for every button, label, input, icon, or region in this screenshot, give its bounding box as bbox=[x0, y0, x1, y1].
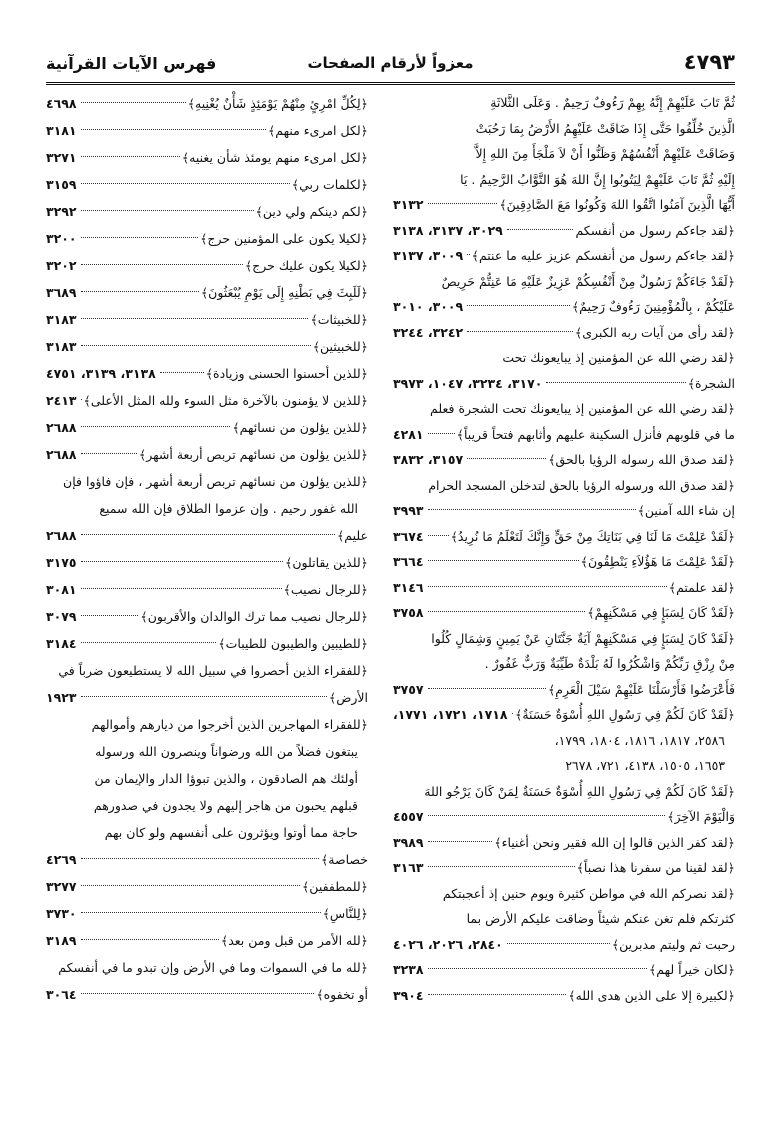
entry-text: ﴿لقد نصركم الله في مواطن كثيرة ويوم حنين إذ أعجبتكم bbox=[442, 885, 735, 901]
page-reference: ٣٧٥٨ bbox=[393, 605, 424, 620]
dot-leader bbox=[81, 939, 219, 940]
index-entry bbox=[393, 218, 735, 244]
index-column-right bbox=[393, 90, 735, 1008]
header-left-title: فهرس الآيات القرآنية bbox=[46, 54, 217, 73]
index-entry bbox=[393, 753, 735, 779]
page-reference: ٣٩٨٩ bbox=[393, 834, 424, 850]
index-entry bbox=[46, 954, 368, 981]
page-reference: ٤٢٦٩ bbox=[46, 852, 77, 867]
index-entry bbox=[46, 981, 368, 1008]
entry-text: ﴿لكلمات ربي﴾ bbox=[291, 177, 368, 192]
page-reference: ٣٢٩٢ bbox=[46, 204, 77, 219]
page-reference: ٢٦٨٨ bbox=[46, 447, 77, 462]
index-entry bbox=[393, 830, 735, 856]
entry-text: الأرض﴾ bbox=[328, 690, 368, 705]
dot-leader bbox=[428, 433, 455, 434]
index-entry bbox=[46, 333, 368, 360]
page-reference: ٣١٣٨، ٣١٣٩، ٤٧٥١ bbox=[46, 366, 156, 381]
index-entry bbox=[46, 252, 368, 279]
entry-text: ﴿لِكُلِّ امْرِئٍ مِنْهُمْ يَوْمَئِذٍ شَأْنٌ يُغْنِيهِ﴾ bbox=[187, 96, 368, 111]
entry-text: ﴿لقد علمتم﴾ bbox=[668, 579, 735, 595]
page-reference: ٣٧٥٧ bbox=[393, 681, 424, 697]
dot-leader bbox=[81, 696, 327, 697]
page-reference: ٣٢٠٢ bbox=[46, 258, 77, 273]
page-reference: ١٧١٨، ١٧٢١، ١٧٧١، bbox=[393, 707, 508, 722]
dot-leader bbox=[467, 305, 570, 306]
dot-leader bbox=[81, 858, 319, 859]
index-entry bbox=[46, 549, 368, 576]
entry-text: ﴿للذين لا يؤمنون بالآخرة مثل السوء ولله المثل الأعلى﴾ bbox=[83, 393, 368, 408]
dot-leader bbox=[428, 509, 636, 510]
index-entry bbox=[393, 575, 735, 601]
entry-text: ﴿لكل امرىء منهم﴾ bbox=[267, 123, 368, 138]
index-entry bbox=[46, 468, 368, 495]
page-reference: ٣١٣٢ bbox=[393, 197, 424, 212]
page-reference: ٣١٦٣ bbox=[393, 860, 424, 875]
page-reference: ٢٦٨٨ bbox=[46, 420, 77, 435]
entry-text: الله غفور رحيم . وإن عزموا الطلاق فإن الله سميع bbox=[99, 501, 358, 516]
entry-text: ﴿لَلَبِثَ فِي بَطْنِهِ إِلَى يَوْمِ يُبْعَثُونَ﴾ bbox=[200, 285, 368, 300]
entry-text: ﴿لكيلا يكون عليك حرج﴾ bbox=[244, 258, 368, 273]
page-reference: ٣٢٧٧ bbox=[46, 879, 77, 894]
index-column-left bbox=[46, 90, 368, 1008]
entry-text: ﴿للخبيثات﴾ bbox=[310, 312, 368, 327]
page-reference: ٤٥٥٧ bbox=[393, 809, 424, 824]
dot-leader bbox=[81, 561, 283, 562]
index-entry bbox=[393, 345, 735, 371]
index-entry bbox=[46, 738, 368, 765]
entry-text: رحبت ثم وليتم مدبرين﴾ bbox=[611, 936, 735, 952]
entry-text: ﴿لقد لقينا من سفرنا هذا نصباً﴾ bbox=[576, 860, 735, 875]
page-reference: ٣٢٣٨ bbox=[393, 962, 424, 977]
dot-leader bbox=[428, 866, 575, 867]
entry-text: كثرتكم فلم تغن عنكم شيئاً وضاقت عليكم الأرض بما bbox=[466, 911, 735, 926]
dot-leader bbox=[428, 968, 647, 969]
dot-leader bbox=[467, 331, 573, 332]
index-entry bbox=[393, 473, 735, 499]
index-entry bbox=[46, 279, 368, 306]
index-entry bbox=[46, 360, 368, 387]
dot-leader bbox=[546, 382, 685, 383]
index-entry bbox=[393, 498, 735, 524]
entry-text: ﴿لِلنَّاسِ﴾ bbox=[322, 906, 368, 921]
dot-leader bbox=[81, 426, 231, 427]
dot-leader bbox=[81, 210, 254, 211]
page-reference: ٤٢٨١ bbox=[393, 426, 424, 442]
entry-text: ﴿لقد رأى من آيات ربه الكبرى﴾ bbox=[574, 324, 735, 340]
index-entry bbox=[393, 957, 735, 983]
page-reference: ٢٦٨٨ bbox=[46, 528, 77, 543]
entry-text: ﴿للرجال نصيب مما ترك الوالدان والأقربون﴾ bbox=[140, 609, 368, 624]
entry-text: ﴿لقد جاءكم رسول من أنفسكم عزيز عليه ما عنتم﴾ bbox=[471, 248, 735, 263]
index-entry bbox=[393, 626, 735, 652]
entry-text: ﴿لكم دينكم ولي دين﴾ bbox=[255, 204, 368, 219]
page-reference: ٣٠٢٩، ٣١٣٧، ٣١٣٨ bbox=[393, 222, 503, 238]
entry-text: ﴿لكان خيراً لهم﴾ bbox=[648, 962, 735, 977]
entry-text: ﴿لقد رضي الله عن المؤمنين إذ يبايعونك تحت الشجرة فعلم bbox=[430, 401, 735, 416]
entry-text: أولئك هم الصادقون ، والذين تبوؤا الدار والإيمان من bbox=[94, 771, 358, 786]
entry-text: ﴿لَقَدْ كَانَ لَكُمْ فِي رَسُولِ اللهِ أُسْوَةٌ حَسَنَةٌ﴾ bbox=[515, 707, 735, 722]
index-entry bbox=[393, 422, 735, 448]
index-entry bbox=[46, 117, 368, 144]
index-entry bbox=[46, 819, 368, 846]
index-entry bbox=[393, 906, 735, 932]
dot-leader bbox=[81, 129, 266, 130]
entry-text: ﴿للخبيثين﴾ bbox=[312, 339, 368, 354]
page-header bbox=[46, 50, 735, 80]
page-reference: ٣١٧٠، ٣٢٣٤، ١٠٤٧، ٣٩٧٣ bbox=[393, 375, 543, 391]
dot-leader bbox=[428, 586, 667, 587]
dot-leader bbox=[81, 588, 282, 589]
entry-text: إِلَيْهِ ثُمَّ تَابَ عَلَيْهِمْ لِيَتُوبُوا إِنَّ اللهَ هُوَ التَّوَّابُ الرَّحِيمُ . يَا bbox=[460, 171, 735, 187]
dot-leader bbox=[81, 642, 217, 643]
entry-text: وَالْيَوْمَ الآخِرَ﴾ bbox=[667, 809, 735, 824]
entry-text: أو تخفوه﴾ bbox=[316, 987, 368, 1002]
entry-text: ﴿لَقَدْ عَلِمْتَ مَا لَنَا فِي بَنَاتِكَ مِنْ حَقٍّ وَإِنَّكَ لَتَعْلَمُ مَا نُرِيدُ﴾ bbox=[450, 528, 735, 544]
index-entry bbox=[393, 677, 735, 703]
entry-text: قبلهم يحبون من هاجر إليهم ولا يجدون في صدورهم bbox=[93, 798, 358, 813]
dot-leader bbox=[81, 534, 335, 535]
entry-text: ﴿لله الأمر من قبل ومن بعد﴾ bbox=[220, 933, 368, 948]
index-entry bbox=[393, 524, 735, 550]
dot-leader bbox=[428, 535, 449, 536]
header-center-title: معزواً لأرقام الصفحات bbox=[307, 54, 474, 72]
entry-text: ﴿لَقَدْ جَاءَكُمْ رَسُولٌ مِنْ أَنْفُسِكُمْ عَزِيزٌ عَلَيْهِ مَا عَنِتُّمْ حَرِيصٌ bbox=[441, 273, 735, 289]
index-entry bbox=[393, 702, 735, 728]
entry-text: ﴿للذين يؤلون من نسائهم تربص أربعة أشهر ، فإن فاؤوا فإن bbox=[63, 474, 368, 489]
index-entry bbox=[46, 873, 368, 900]
index-entry bbox=[46, 792, 368, 819]
index-entry bbox=[393, 371, 735, 397]
entry-text: ﴿للطيبين والطيبون للطيبات﴾ bbox=[218, 636, 368, 651]
index-entry bbox=[393, 549, 735, 575]
page-reference: ٣٦٦٤ bbox=[393, 554, 424, 569]
page-number: ٤٧٩٣ bbox=[683, 50, 735, 74]
index-entry bbox=[393, 855, 735, 881]
entry-text: ﴿للذين يقاتلون﴾ bbox=[285, 555, 368, 570]
index-entry bbox=[393, 396, 735, 422]
entry-text: ﴿لَقَدْ كَانَ لِسَبَإٍ فِي مَسْكَنِهِمْ﴾ bbox=[587, 605, 735, 620]
page-reference: ٣٧٣٠ bbox=[46, 906, 77, 921]
index-entry bbox=[393, 983, 735, 1009]
entry-text: أَيُّهَا الَّذِينَ آمَنُوا اتَّقُوا اللهَ وَكُونُوا مَعَ الصَّادِقِينَ﴾ bbox=[499, 197, 735, 212]
entry-text: الَّذِينَ خُلِّفُوا حَتَّى إِذَا ضَاقَتْ عَلَيْهِمُ الأَرْضُ بِمَا رَحُبَتْ bbox=[475, 120, 735, 136]
page-reference: ٣٢٤٢، ٣٢٤٤ bbox=[393, 324, 464, 340]
dot-leader bbox=[428, 841, 493, 842]
dot-leader bbox=[467, 254, 469, 255]
index-entry bbox=[46, 684, 368, 711]
entry-text: عليم﴾ bbox=[336, 528, 368, 543]
entry-text: ١٦٥٣، ١٥٠٥، ٤١٣٨، ٧٢١، ٢٦٧٨ bbox=[565, 758, 725, 773]
entry-text: ثُمَّ تَابَ عَلَيْهِمْ إِنَّهُ بِهِمْ رَءُوفٌ رَحِيمٌ . وَعَلَى الثَّلاثَةِ bbox=[490, 95, 735, 110]
entry-text: ﴿لقد رضي الله عن المؤمنين إذ يبايعونك تحت bbox=[502, 350, 735, 365]
index-entry bbox=[393, 294, 735, 320]
entry-text: ﴿لقد صدق الله رسوله الرؤيا بالحق﴾ bbox=[548, 452, 735, 467]
index-entry bbox=[393, 90, 735, 116]
entry-text: ﴿لكبيرة إلا على الذين هدى الله﴾ bbox=[568, 987, 735, 1003]
entry-text: ﴿لله ما في السموات وما في الأرض وإن تبدو ما في أنفسكم bbox=[58, 960, 368, 975]
dot-leader bbox=[81, 237, 199, 238]
page-reference: ٣٠٠٩، ٣٠١٠ bbox=[393, 299, 464, 314]
page-reference: ٣٩٠٤ bbox=[393, 987, 424, 1003]
entry-text: حاجة مما أوتوا ويؤثرون على أنفسهم ولو كان بهم bbox=[104, 825, 358, 840]
entry-text: فَأَعْرَضُوا فَأَرْسَلْنَا عَلَيْهِمْ سَيْلَ الْعَرِمِ﴾ bbox=[547, 681, 735, 697]
page-reference: ٣١٨٤ bbox=[46, 636, 77, 651]
entry-text: ﴿للمطففين﴾ bbox=[301, 879, 368, 894]
entry-text: ﴿لقد جاءكم رسول من أنفسكم bbox=[575, 222, 735, 238]
index-entry bbox=[393, 167, 735, 193]
index-entry bbox=[46, 927, 368, 954]
header-rule bbox=[46, 82, 735, 85]
entry-text: مِنْ رِزْقِ رَبِّكُمْ وَاشْكُرُوا لَهُ بَلْدَةٌ طَيِّبَةٌ وَرَبٌّ غَفُورٌ . bbox=[484, 656, 735, 671]
index-entry bbox=[46, 522, 368, 549]
index-entry bbox=[393, 269, 735, 295]
index-entry bbox=[46, 441, 368, 468]
index-entry bbox=[46, 495, 368, 522]
entry-text: ﴿للفقراء الذين أحصروا في سبيل الله لا يستطيعون ضرباً في bbox=[58, 663, 368, 678]
dot-leader bbox=[81, 183, 290, 184]
entry-text: ﴿للذين أحسنوا الحسنى وزيادة﴾ bbox=[205, 366, 368, 381]
page-reference: ٣١٤٦ bbox=[393, 579, 424, 595]
entry-text: ﴿لَقَدْ كَانَ لَكُمْ فِي رَسُولِ اللهِ أُسْوَةٌ حَسَنَةٌ لِمَنْ كَانَ يَرْجُو اللهَ bbox=[424, 783, 735, 799]
entry-text: ﴿للذين يؤلون من نسائهم تربص أربعة أشهر﴾ bbox=[138, 447, 368, 462]
dot-leader bbox=[81, 399, 82, 400]
dot-leader bbox=[512, 713, 513, 714]
page-reference: ٣٦٨٩ bbox=[46, 285, 77, 300]
dot-leader bbox=[81, 102, 186, 103]
dot-leader bbox=[428, 688, 546, 689]
page-reference: ٣٠٧٩ bbox=[46, 609, 77, 624]
index-entry bbox=[46, 576, 368, 603]
entry-text: وَضَاقَتْ عَلَيْهِمْ أَنْفُسُهُمْ وَظَنُّوا أَنْ لاَ مَلْجَأَ مِنَ اللهِ إِلاَّ bbox=[475, 146, 735, 161]
dot-leader bbox=[81, 453, 137, 454]
page-reference: ٢٤١٣ bbox=[46, 393, 77, 408]
entry-text: ﴿للذين يؤلون من نسائهم﴾ bbox=[232, 420, 368, 435]
dot-leader bbox=[428, 815, 666, 816]
entry-text: يبتغون فضلاً من الله ورضواناً وينصرون الله ورسوله bbox=[95, 744, 358, 759]
page-reference: ١٩٢٣ bbox=[46, 690, 77, 705]
entry-text: ﴿لَقَدْ عَلِمْتَ مَا هَؤُلاَءِ يَنْطِقُونَ﴾ bbox=[580, 554, 735, 569]
index-entry bbox=[46, 144, 368, 171]
index-entry bbox=[46, 225, 368, 252]
page-reference: ٣١٥٩ bbox=[46, 177, 77, 192]
index-entry bbox=[46, 387, 368, 414]
index-entry bbox=[393, 651, 735, 677]
entry-text: الشجرة﴾ bbox=[687, 375, 735, 391]
index-entry bbox=[393, 243, 735, 269]
index-entry bbox=[46, 198, 368, 225]
entry-text: ﴿لكل امرىء منهم يومئذ شأن يغنيه﴾ bbox=[181, 150, 368, 165]
entry-text: ما في قلوبهم فأنزل السكينة عليهم وأثابهم فتحاً قريباً﴾ bbox=[456, 426, 735, 442]
index-entry bbox=[393, 728, 735, 754]
entry-text: ٢٥٨٦، ١٨١٧، ١٨١٦، ١٨٠٤، ١٧٩٩، bbox=[554, 732, 725, 748]
page-reference: ٣٠٠٩، ٣١٣٧ bbox=[393, 248, 464, 263]
page-reference: ٣١٨١ bbox=[46, 123, 77, 138]
dot-leader bbox=[467, 458, 546, 459]
entry-text: ﴿للفقراء المهاجرين الذين أخرجوا من ديارهم وأموالهم bbox=[91, 717, 368, 732]
dot-leader bbox=[81, 156, 180, 157]
page-reference: ٣١٥٧، ٣٨٣٢ bbox=[393, 452, 464, 467]
dot-leader bbox=[81, 912, 321, 913]
index-entry bbox=[393, 804, 735, 830]
dot-leader bbox=[81, 993, 315, 994]
dot-leader bbox=[81, 318, 309, 319]
page-reference: ٣١٨٣ bbox=[46, 339, 77, 354]
index-entry bbox=[393, 141, 735, 167]
page-reference: ٢٨٤٠، ٢٠٢٦، ٤٠٢٦ bbox=[393, 936, 503, 952]
index-entry bbox=[46, 414, 368, 441]
entry-text: ﴿لَقَدْ كَانَ لِسَبَإٍ فِي مَسْكَنِهِمْ آيَةٌ جَنَّتَانِ عَنْ يَمِينٍ وَشِمَالٍ كُلُوا bbox=[431, 630, 735, 646]
index-entry bbox=[393, 881, 735, 907]
index-entry bbox=[46, 630, 368, 657]
entry-text: ﴿للرجال نصيب﴾ bbox=[283, 582, 368, 597]
entry-text: عَلَيْكُمْ ، بِالْمُؤْمِنِينَ رَءُوفٌ رَحِيمٌ﴾ bbox=[571, 299, 735, 314]
index-entry bbox=[393, 932, 735, 958]
index-entry bbox=[393, 320, 735, 346]
index-entry bbox=[393, 779, 735, 805]
index-entry bbox=[46, 90, 368, 117]
entry-text: إن شاء الله آمنين﴾ bbox=[637, 503, 735, 518]
page-reference: ٣٩٩٣ bbox=[393, 503, 424, 518]
dot-leader bbox=[428, 611, 586, 612]
index-entry bbox=[46, 603, 368, 630]
index-entry bbox=[46, 846, 368, 873]
page-reference: ٣٢٧١ bbox=[46, 150, 77, 165]
index-entry bbox=[393, 116, 735, 142]
dot-leader bbox=[81, 615, 139, 616]
index-entry bbox=[46, 900, 368, 927]
entry-text: ﴿لكيلا يكون على المؤمنين حرج﴾ bbox=[200, 231, 368, 246]
index-entry bbox=[46, 657, 368, 684]
index-entry bbox=[46, 306, 368, 333]
page-reference: ٣١٨٣ bbox=[46, 312, 77, 327]
dot-leader bbox=[428, 994, 567, 995]
dot-leader bbox=[81, 885, 300, 886]
dot-leader bbox=[81, 264, 243, 265]
page-reference: ٣١٨٩ bbox=[46, 933, 77, 948]
dot-leader bbox=[81, 345, 311, 346]
index-entry bbox=[393, 600, 735, 626]
dot-leader bbox=[507, 229, 574, 230]
dot-leader bbox=[507, 943, 610, 944]
dot-leader bbox=[81, 291, 199, 292]
index-entry bbox=[393, 447, 735, 473]
index-entry bbox=[46, 171, 368, 198]
page-reference: ٤٦٩٨ bbox=[46, 96, 77, 111]
page-reference: ٣١٧٥ bbox=[46, 555, 77, 570]
entry-text: ﴿لقد صدق الله ورسوله الرؤيا بالحق لتدخلن المسجد الحرام bbox=[428, 477, 735, 493]
dot-leader bbox=[160, 372, 204, 373]
index-entry bbox=[393, 192, 735, 218]
page-reference: ٣٦٧٤ bbox=[393, 528, 424, 544]
index-entry bbox=[46, 765, 368, 792]
page-reference: ٣٠٨١ bbox=[46, 582, 77, 597]
entry-text: خصاصة﴾ bbox=[320, 852, 368, 867]
page-reference: ٣٢٠٠ bbox=[46, 231, 77, 246]
dot-leader bbox=[428, 560, 579, 561]
page-reference: ٣٠٦٤ bbox=[46, 987, 77, 1002]
dot-leader bbox=[428, 203, 498, 204]
index-entry bbox=[46, 711, 368, 738]
entry-text: ﴿لقد كفر الذين قالوا إن الله فقير ونحن أغنياء﴾ bbox=[494, 834, 735, 850]
